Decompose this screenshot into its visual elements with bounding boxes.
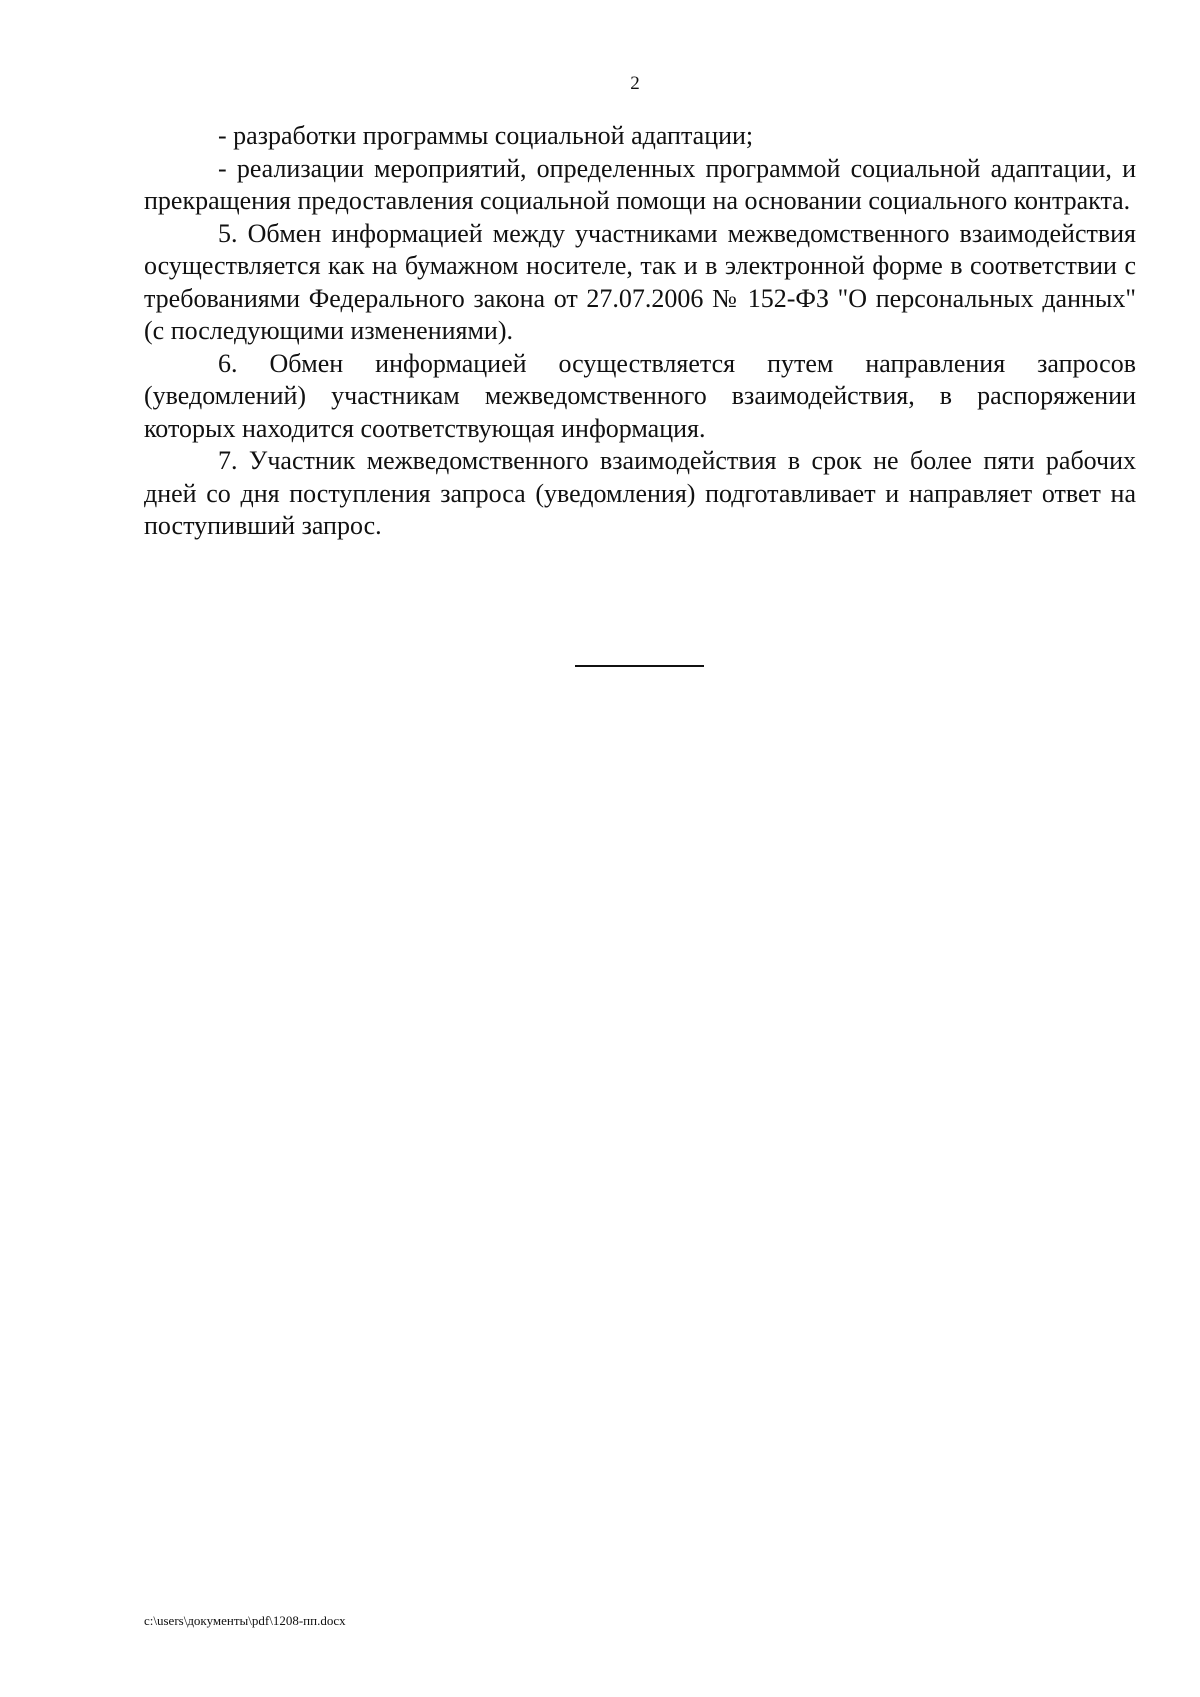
paragraph-item-6: 6. Обмен информацией осуществляется путем направления запросов (уведомлений) участникам межведомственного взаимодействия, в распоряжении которых находится соответствующая информация. bbox=[144, 348, 1136, 443]
footer-file-path: c:\users\документы\pdf\1208-пп.docx bbox=[144, 1613, 346, 1628]
end-of-text-divider bbox=[575, 665, 704, 667]
paragraph-program-implementation: - реализации мероприятий, определенных программой социальной адаптации, и прекращения предоставления социальной помощи на основании социального контракта. bbox=[144, 153, 1136, 215]
page-number: 2 bbox=[630, 73, 640, 94]
paragraph-item-5: 5. Обмен информацией между участниками межведомственного взаимодействия осуществляется как на бумажном носителе, так и в электронной форме в соответствии с требованиями Федерального закона от 27.07.2006 № 152-ФЗ "О персональных данных" (с последующими изменениями). bbox=[144, 218, 1136, 345]
paragraph-program-development: - разработки программы социальной адаптации; bbox=[218, 121, 754, 150]
document-body bbox=[144, 120, 1136, 543]
paragraph-item-7: 7. Участник межведомственного взаимодействия в срок не более пяти рабочих дней со дня поступления запроса (уведомления) подготавливает и направляет ответ на поступивший запрос. bbox=[144, 446, 1136, 540]
